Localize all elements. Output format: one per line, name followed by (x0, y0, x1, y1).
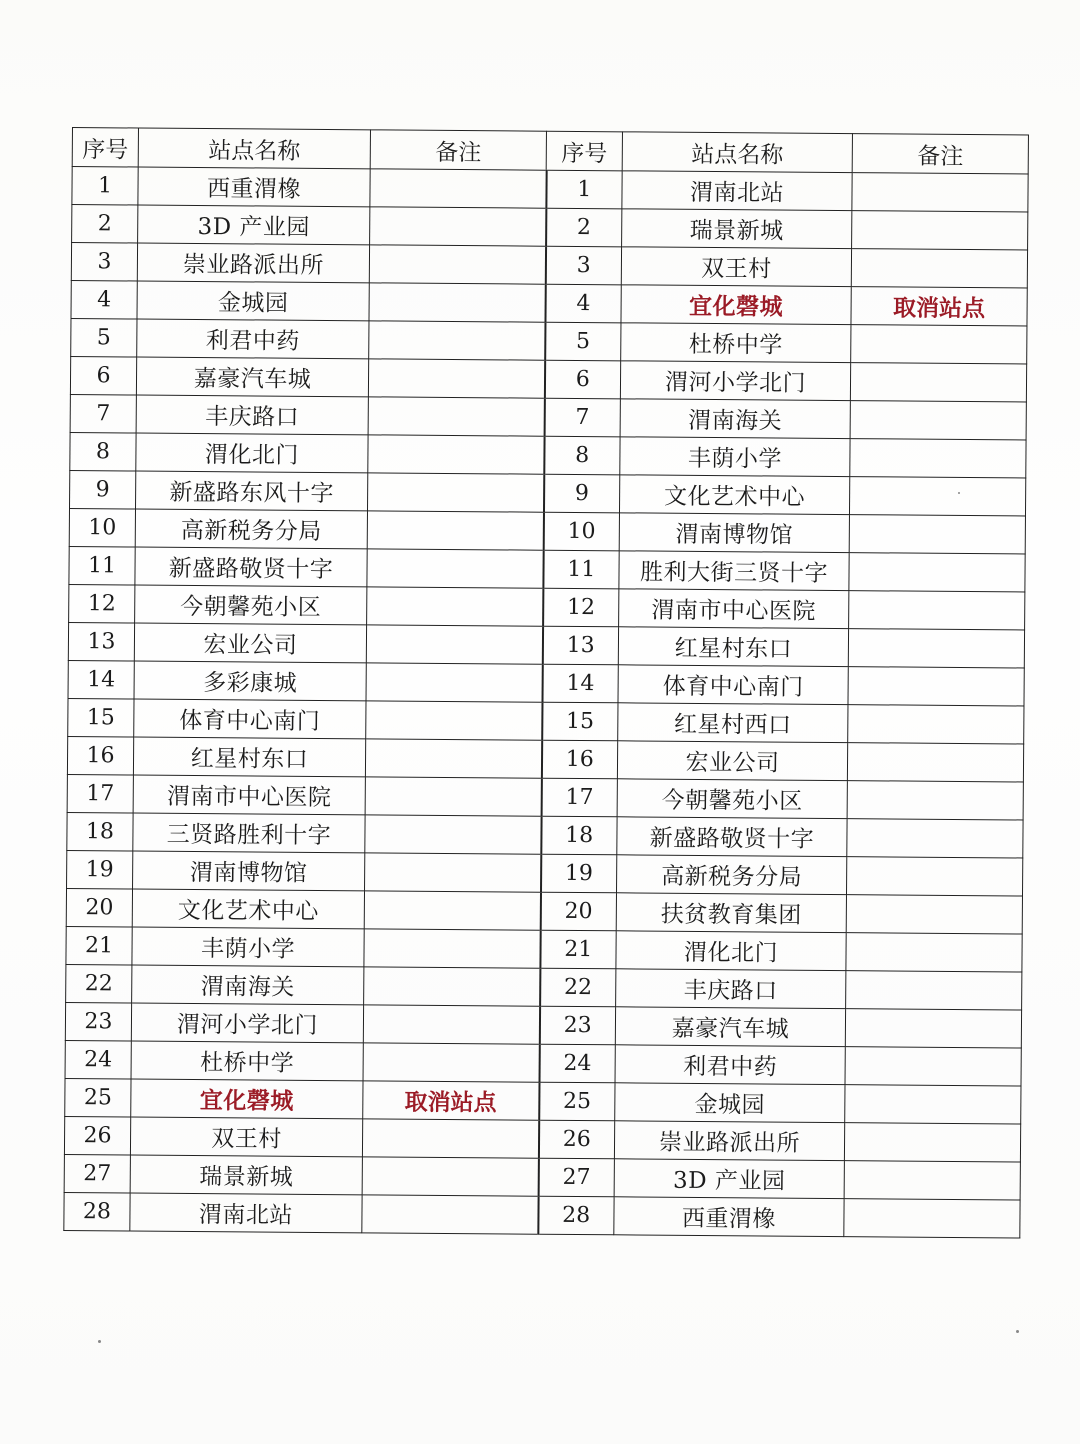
left-station-name: 红星村东口 (133, 737, 365, 777)
left-seq-cell: 4 (71, 280, 137, 319)
right-note-cell (850, 439, 1026, 478)
left-seq-cell: 26 (64, 1116, 130, 1155)
right-station-name: 丰荫小学 (620, 437, 850, 477)
right-station-name: 宏业公司 (617, 741, 847, 781)
header-name-right: 站点名称 (622, 132, 852, 173)
right-seq-cell: 21 (540, 930, 616, 969)
left-note-cell (366, 625, 542, 664)
left-note-cell (364, 929, 540, 968)
right-note-cell (846, 895, 1022, 934)
right-station-name: 崇业路派出所 (614, 1121, 844, 1161)
right-note-cell (847, 743, 1023, 782)
right-station-name: 渭河小学北门 (620, 361, 850, 401)
right-seq-cell: 10 (543, 512, 619, 551)
left-note-cell (363, 1005, 539, 1044)
right-station-name: 今朝馨苑小区 (617, 779, 847, 819)
left-station-name: 渭化北门 (136, 433, 368, 473)
left-station-name: 今朝馨苑小区 (135, 585, 367, 625)
right-station-name: 利君中药 (615, 1045, 845, 1085)
left-note-cell (362, 1157, 538, 1196)
right-seq-cell: 18 (541, 816, 617, 855)
paper-speck (1016, 1330, 1019, 1333)
left-station-name: 渭河小学北门 (131, 1003, 363, 1043)
left-note-cell (365, 739, 541, 778)
left-note-cell (368, 359, 544, 398)
left-note-cell (369, 321, 545, 360)
left-station-name: 金城园 (137, 281, 369, 321)
right-station-name: 嘉豪汽车城 (615, 1007, 845, 1047)
header-name-left: 站点名称 (138, 128, 370, 169)
right-note-cell (849, 477, 1025, 516)
left-note-cell (370, 207, 546, 246)
header-seq-right: 序号 (546, 131, 622, 171)
header-note-right: 备注 (852, 134, 1028, 174)
right-station-name: 渭南市中心医院 (619, 589, 849, 629)
right-seq-cell: 22 (540, 968, 616, 1007)
right-note-cell (846, 971, 1022, 1010)
right-note-cell (848, 667, 1024, 706)
right-seq-cell: 4 (545, 284, 621, 323)
right-seq-cell: 7 (544, 398, 620, 437)
right-note-cell (849, 553, 1025, 592)
left-note-cell (367, 511, 543, 550)
right-station-name: 丰庆路口 (616, 969, 846, 1009)
left-station-name: 渭南海关 (132, 965, 364, 1005)
left-station-name: 新盛路东风十字 (136, 471, 368, 511)
left-station-name: 嘉豪汽车城 (136, 357, 368, 397)
right-note-cell (847, 819, 1023, 858)
table-body (64, 167, 1028, 1238)
right-note-cell (846, 933, 1022, 972)
left-note-cell (362, 1119, 538, 1158)
right-note-cell (844, 1123, 1020, 1162)
left-seq-cell: 18 (67, 812, 133, 851)
right-seq-cell: 24 (539, 1044, 615, 1083)
right-station-name: 高新税务分局 (617, 855, 847, 895)
left-seq-cell: 3 (71, 243, 137, 282)
right-seq-cell: 5 (545, 322, 621, 361)
right-station-name: 金城园 (615, 1083, 845, 1123)
left-note-cell (368, 435, 544, 474)
left-note-cell (369, 245, 545, 284)
right-seq-cell: 19 (541, 854, 617, 893)
left-seq-cell: 13 (68, 622, 134, 661)
right-station-name: 胜利大街三贤十字 (619, 551, 849, 591)
left-note-cell (365, 777, 541, 816)
table-row (64, 1192, 1020, 1238)
left-note-cell (367, 473, 543, 512)
left-station-name: 多彩康城 (134, 661, 366, 701)
left-note-cell (367, 587, 543, 626)
left-note-cell (362, 1195, 538, 1234)
right-note-cell (849, 515, 1025, 554)
right-note-cell (852, 211, 1028, 250)
right-note-cell (848, 705, 1024, 744)
left-station-name: 渭南北站 (130, 1193, 362, 1233)
left-seq-cell: 9 (70, 470, 136, 509)
right-seq-cell: 12 (543, 588, 619, 627)
right-note-cell (846, 857, 1022, 896)
right-station-name: 杜桥中学 (621, 323, 851, 363)
left-seq-cell: 22 (66, 964, 132, 1003)
left-seq-cell: 8 (70, 432, 136, 471)
right-note-cell: 取消站点 (851, 287, 1027, 326)
right-note-cell (845, 1009, 1021, 1048)
left-seq-cell: 19 (67, 850, 133, 889)
right-note-cell (850, 401, 1026, 440)
right-station-name: 新盛路敬贤十字 (617, 817, 847, 857)
left-note-cell (364, 967, 540, 1006)
left-seq-cell: 14 (68, 660, 134, 699)
left-seq-cell: 12 (69, 584, 135, 623)
right-station-name: 渭南博物馆 (619, 513, 849, 553)
right-station-name: 文化艺术中心 (619, 475, 849, 515)
right-seq-cell: 16 (541, 740, 617, 779)
left-station-name: 宜化磬城 (131, 1079, 363, 1119)
right-seq-cell: 8 (544, 436, 620, 475)
right-station-name: 渭南北站 (622, 171, 852, 211)
right-note-cell (851, 249, 1027, 288)
right-station-name: 西重渭橡 (614, 1197, 844, 1237)
paper-speck (98, 1340, 101, 1343)
left-station-name: 3D 产业园 (138, 205, 370, 245)
right-seq-cell: 25 (539, 1082, 615, 1121)
left-station-name: 渭南市中心医院 (133, 775, 365, 815)
right-station-name: 渭南海关 (620, 399, 850, 439)
right-seq-cell: 6 (544, 360, 620, 399)
left-note-cell (368, 397, 544, 436)
right-seq-cell: 27 (538, 1158, 614, 1197)
right-seq-cell: 15 (542, 702, 618, 741)
right-seq-cell: 17 (541, 778, 617, 817)
left-station-name: 杜桥中学 (131, 1041, 363, 1081)
left-note-cell (364, 891, 540, 930)
left-note-cell (365, 853, 541, 892)
right-seq-cell: 2 (546, 208, 622, 247)
left-note-cell (363, 1043, 539, 1082)
left-seq-cell: 1 (72, 167, 138, 206)
left-seq-cell: 16 (67, 736, 133, 775)
right-seq-cell: 11 (543, 550, 619, 589)
right-station-name: 瑞景新城 (622, 209, 852, 249)
left-station-name: 瑞景新城 (130, 1155, 362, 1195)
left-station-name: 崇业路派出所 (137, 243, 369, 283)
left-station-name: 文化艺术中心 (132, 889, 364, 929)
right-note-cell (844, 1161, 1020, 1200)
left-station-name: 丰庆路口 (136, 395, 368, 435)
left-note-cell (365, 815, 541, 854)
left-seq-cell: 17 (67, 774, 133, 813)
left-station-name: 西重渭橡 (138, 167, 370, 207)
right-note-cell (851, 325, 1027, 364)
left-seq-cell: 5 (71, 318, 137, 357)
left-seq-cell: 2 (72, 205, 138, 244)
left-note-cell (370, 169, 546, 208)
right-seq-cell: 20 (540, 892, 616, 931)
left-note-cell (369, 283, 545, 322)
left-seq-cell: 23 (65, 1002, 131, 1041)
right-station-name: 3D 产业园 (614, 1159, 844, 1199)
left-seq-cell: 28 (64, 1192, 130, 1231)
left-station-name: 利君中药 (137, 319, 369, 359)
left-seq-cell: 11 (69, 546, 135, 585)
left-station-name: 三贤路胜利十字 (133, 813, 365, 853)
left-seq-cell: 24 (65, 1040, 131, 1079)
right-note-cell (844, 1199, 1020, 1238)
right-station-name: 体育中心南门 (618, 665, 848, 705)
left-station-name: 宏业公司 (134, 623, 366, 663)
right-seq-cell: 3 (545, 246, 621, 285)
right-note-cell (852, 173, 1028, 212)
left-seq-cell: 25 (65, 1078, 131, 1117)
right-seq-cell: 28 (538, 1196, 614, 1235)
left-note-cell (366, 663, 542, 702)
left-station-name: 丰荫小学 (132, 927, 364, 967)
right-station-name: 红星村西口 (618, 703, 848, 743)
paper-speck (958, 492, 960, 494)
right-station-name: 扶贫教育集团 (616, 893, 846, 933)
right-station-name: 渭化北门 (616, 931, 846, 971)
right-note-cell (849, 591, 1025, 630)
left-station-name: 双王村 (130, 1117, 362, 1157)
right-station-name: 宜化磬城 (621, 285, 851, 325)
left-note-cell (366, 701, 542, 740)
left-note-cell (367, 549, 543, 588)
left-station-name: 高新税务分局 (135, 509, 367, 549)
right-seq-cell: 23 (539, 1006, 615, 1045)
right-seq-cell: 14 (542, 664, 618, 703)
left-seq-cell: 21 (66, 926, 132, 965)
left-seq-cell: 10 (69, 508, 135, 547)
left-station-name: 渭南博物馆 (133, 851, 365, 891)
left-seq-cell: 15 (68, 698, 134, 737)
left-station-name: 体育中心南门 (134, 699, 366, 739)
header-seq-left: 序号 (72, 128, 138, 168)
right-note-cell (845, 1085, 1021, 1124)
left-seq-cell: 20 (66, 888, 132, 927)
right-seq-cell: 9 (543, 474, 619, 513)
right-station-name: 红星村东口 (618, 627, 848, 667)
left-seq-cell: 7 (70, 394, 136, 433)
right-seq-cell: 1 (546, 170, 622, 209)
left-note-cell: 取消站点 (363, 1081, 539, 1120)
left-station-name: 新盛路敬贤十字 (135, 547, 367, 587)
left-seq-cell: 27 (64, 1154, 130, 1193)
right-station-name: 双王村 (621, 247, 851, 287)
right-note-cell (848, 629, 1024, 668)
right-note-cell (845, 1047, 1021, 1086)
header-note-left: 备注 (370, 130, 546, 170)
right-seq-cell: 13 (542, 626, 618, 665)
right-note-cell (847, 781, 1023, 820)
bus-station-table (63, 127, 1029, 1238)
left-seq-cell: 6 (70, 356, 136, 395)
right-note-cell (850, 363, 1026, 402)
right-seq-cell: 26 (538, 1120, 614, 1159)
